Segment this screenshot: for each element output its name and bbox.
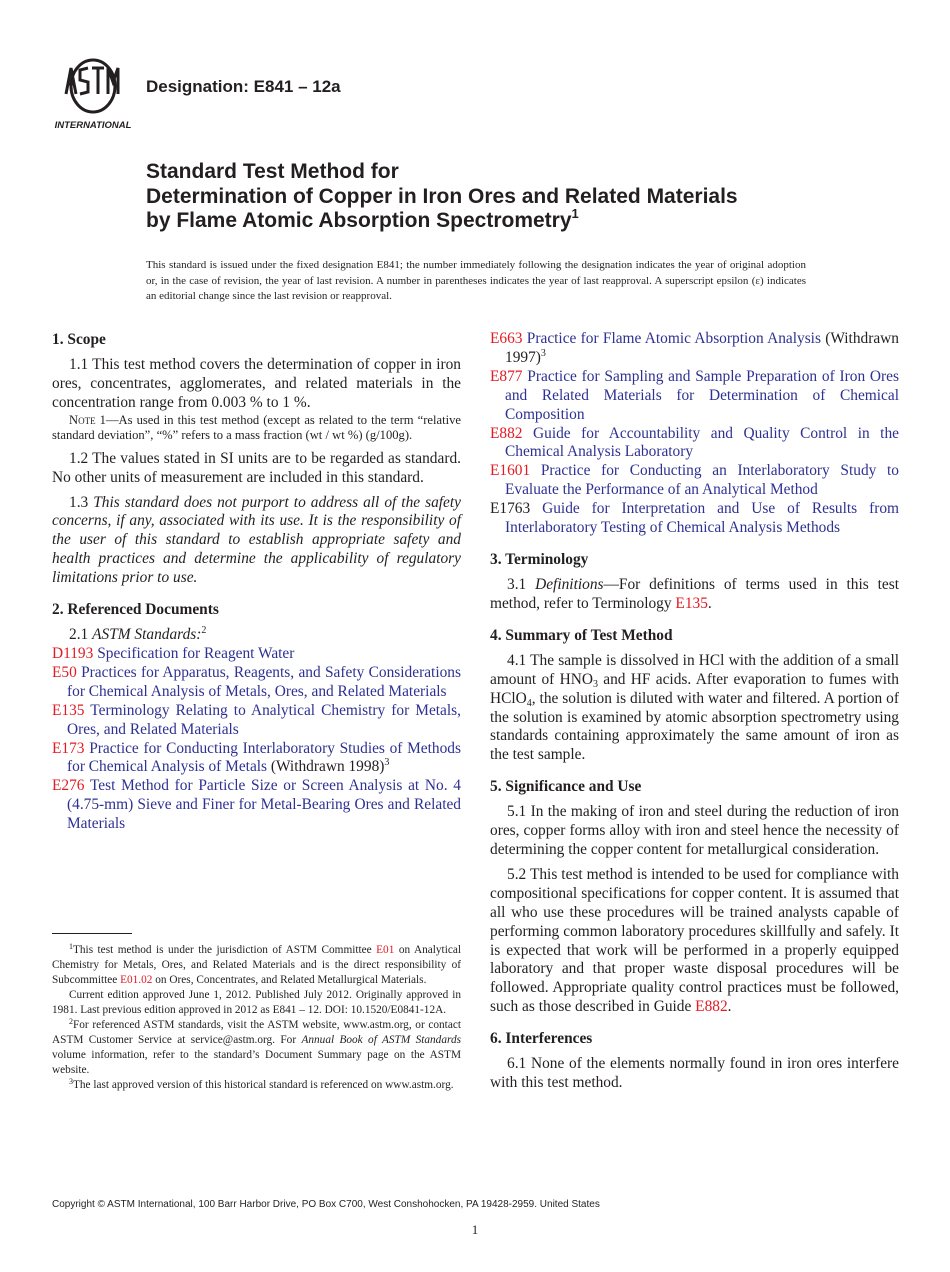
- e01-02-subcommittee-link[interactable]: E01.02: [120, 974, 153, 986]
- section-heading-significance: 5. Significance and Use: [490, 778, 642, 796]
- title-line-3: [146, 206, 866, 234]
- reference-code[interactable]: E276: [52, 777, 85, 795]
- reference-title-link[interactable]: Practice for Flame Atomic Absorption Analysis: [526, 330, 821, 347]
- reference-title-link[interactable]: Specification for Reagent Water: [97, 644, 295, 662]
- footnote-1: [52, 943, 461, 988]
- section-heading-terminology: 3. Terminology: [490, 550, 589, 568]
- reference-item-d1193: [52, 645, 461, 664]
- document-title: [146, 160, 866, 234]
- reference-code[interactable]: E1601: [490, 462, 531, 480]
- note-text: —As used in this test method (except as related to the term “relative standard deviation”, “%” refers to a mass fraction (wt / wt %) (g/100g).: [52, 412, 461, 443]
- designation: Designation: E841 – 12a: [146, 77, 341, 96]
- period: .: [707, 594, 712, 612]
- footnote-2-mark: 2: [69, 1017, 73, 1026]
- reference-item-e877: [490, 368, 899, 425]
- paragraph-1-1: 1.1 This test method covers the determination of copper in iron ores, concentrates, agglomerates, and related materials in the concentration range from 0.003 % to 1 %.: [52, 356, 461, 411]
- reference-item-e882: [490, 425, 899, 463]
- reference-title-link[interactable]: Terminology Relating to Analytical Chemistry for Metals, Ores, and Related Materials: [67, 701, 462, 738]
- reference-title-link[interactable]: Practice for Conducting an Interlaboratory Study to Evaluate the Performance of an Analytical Method: [505, 462, 899, 499]
- footnote-2: [52, 1018, 461, 1078]
- footnote-3-text: The last approved version of this historical standard is referenced on www.astm.org.: [73, 1079, 454, 1091]
- reference-item-e1601: [490, 462, 899, 500]
- paragraph-3-1-text: —For definitions of terms used in this test method, refer to Terminology: [490, 575, 899, 612]
- issued-statement: This standard is issued under the fixed designation E841; the number immediately following the designation indicates the year of original adoption or, in the case of revision, the year of last revision. A number in parentheses indicates the year of last reapproval. A superscript epsilon (ε) indicates an editorial change since the last revision or reapproval.: [146, 259, 806, 302]
- e01-committee-link[interactable]: E01: [376, 944, 395, 956]
- section-heading-scope: 1. Scope: [52, 331, 106, 348]
- footnote-3-mark: 3: [69, 1077, 73, 1086]
- footnotes: [52, 943, 461, 1093]
- definitions-term: Definitions: [535, 575, 604, 593]
- astm-logo: [52, 56, 134, 132]
- paragraph-3-1: [490, 576, 899, 614]
- edition-note: Current edition approved June 1, 2012. Published July 2012. Originally approved in 1981. Last previous edition approved in 2012 as E841 – 12. DOI: 10.1520/E0841-12A.: [52, 989, 461, 1016]
- paragraph-6-1: 6.1 None of the elements normally found in iron ores interfere with this test method.: [490, 1055, 899, 1092]
- footnote-1-text-b: on Analytical Chemistry for Metals, Ores, and Related Materials and is the direct responsibility of Subcommittee: [52, 944, 462, 986]
- paragraph-4-1-part-a: 4.1 The sample is dissolved in HCl with the addition of a small amount of HNO: [490, 651, 899, 688]
- footnote-divider: [52, 933, 132, 934]
- footnote-mark-2: 2: [201, 625, 207, 637]
- section-heading-summary: 4. Summary of Test Method: [490, 626, 673, 644]
- footnote-1-text-c: on Ores, Concentrates, and Related Metallurgical Materials.: [152, 974, 427, 986]
- paragraph-5-2-text: 5.2 This test method is intended to be used for compliance with compositional specifications for copper content. It is assumed that all who use these procedures will be trained analysts capable of performing common laboratory procedures skillfully and safely. It is expected that work will be performed in a properly equipped laboratory and that proper waste disposal procedures will be followed. Appropriate quality control practices must be followed, such as those described in Guide: [490, 865, 899, 1016]
- paragraph-4-1-part-b: and HF acids. After evaporation to fumes with HClO: [490, 670, 899, 707]
- reference-title-link[interactable]: Practice for Conducting Interlaboratory Studies of Methods for Chemical Analysis of Metals: [67, 739, 461, 776]
- paragraph-5-2: [490, 866, 899, 1017]
- period: .: [727, 998, 732, 1016]
- paragraph-3-1-num: 3.1: [507, 575, 536, 593]
- reference-code: E1763: [490, 500, 531, 518]
- logo-subtext: INTERNATIONAL: [54, 120, 132, 131]
- paragraph-2-1-num: 2.1: [69, 626, 93, 644]
- reference-code[interactable]: D1193: [52, 644, 94, 662]
- reference-code[interactable]: E173: [52, 739, 85, 757]
- paragraph-1-3-num: 1.3: [69, 493, 94, 511]
- footnote-2-text-b: volume information, refer to the standard’s Document Summary page on the ASTM website.: [52, 1049, 461, 1076]
- note-1: [52, 413, 461, 444]
- right-column: [490, 330, 899, 1093]
- paragraph-1-3-text: This standard does not purport to address all of the safety concerns, if any, associated with its use. It is the responsibility of the user of this standard to establish appropriate safety and health practices and determine the applicability of regulatory limitations prior to use.: [52, 493, 461, 587]
- footnote-1-mark: 1: [69, 942, 73, 951]
- footnote-2-text-a: For referenced ASTM standards, visit the ASTM website, www.astm.org, or contact ASTM Customer Service at service@astm.org. For: [52, 1019, 461, 1046]
- reference-code[interactable]: E135: [52, 701, 85, 719]
- section-heading-interferences: 6. Interferences: [490, 1030, 593, 1048]
- title-line-1: Standard Test Method for: [146, 160, 399, 183]
- e135-reference-link[interactable]: E135: [675, 594, 708, 612]
- section-heading-referenced-documents: 2. Referenced Documents: [52, 601, 219, 619]
- paragraph-1-3: [52, 494, 461, 589]
- title-line-3-text: by Flame Atomic Absorption Spectrometry: [146, 209, 572, 232]
- reference-item-e1763: [490, 500, 899, 538]
- reference-title-link[interactable]: Test Method for Particle Size or Screen Analysis at No. 4 (4.75-mm) Sieve and Finer for Metal-Bearing Ores and Related Materials: [67, 777, 461, 833]
- subscript: 3: [592, 678, 598, 690]
- paragraph-4-1: [490, 652, 899, 765]
- reference-code[interactable]: E882: [490, 424, 523, 442]
- paragraph-4-1-part-c: , the solution is diluted with water and filtered. A portion of the solution is examined by atomic absorption spectrometry using standards containing approximately the same amount of iron as the test sample.: [490, 689, 899, 764]
- copyright-notice: Copyright © ASTM International, 100 Barr Harbor Drive, PO Box C700, West Conshohocken, PA 19428-2959. United States: [52, 1199, 600, 1210]
- reference-title-link[interactable]: Guide for Interpretation and Use of Results from Interlaboratory Testing of Chemical Analysis Methods: [505, 500, 899, 537]
- e882-reference-link[interactable]: E882: [695, 998, 728, 1016]
- reference-item-e135: [52, 702, 461, 740]
- reference-title-link[interactable]: Practices for Apparatus, Reagents, and Safety Considerations for Chemical Analysis of Metals, Ores, and Related Materials: [67, 663, 461, 700]
- reference-title-link[interactable]: Practice for Sampling and Sample Preparation of Iron Ores and Related Materials for Determination of Chemical Composition: [505, 367, 899, 423]
- reference-code[interactable]: E663: [490, 330, 523, 347]
- annual-book-title: Annual Book of ASTM Standards: [301, 1034, 462, 1046]
- footnote-mark-3: 3: [540, 347, 546, 359]
- reference-item-e50: [52, 664, 461, 702]
- reference-title-link[interactable]: Guide for Accountability and Quality Control in the Chemical Analysis Laboratory: [505, 424, 899, 461]
- title-footnote-mark: 1: [571, 206, 579, 221]
- paragraph-2-1: [52, 626, 461, 645]
- page-number: 1: [471, 1222, 479, 1237]
- reference-code[interactable]: E877: [490, 367, 523, 385]
- reference-item-e276: [52, 777, 461, 834]
- paragraph-5-1: 5.1 In the making of iron and steel during the reduction of iron ores, copper forms alloy with iron and steel hence the necessity of determining the copper content for metallurgical consideration.: [490, 803, 899, 859]
- reference-code[interactable]: E50: [52, 663, 77, 681]
- reference-withdrawn-note: (Withdrawn 1998): [267, 758, 385, 776]
- astm-standards-label: ASTM Standards:: [92, 626, 202, 644]
- reference-item-e173: [52, 740, 461, 778]
- subscript: 4: [526, 697, 532, 709]
- paragraph-1-2: 1.2 The values stated in SI units are to be regarded as standard. No other units of measurement are included in this standard.: [52, 449, 461, 486]
- note-label: Note 1: [69, 412, 106, 427]
- reference-withdrawn-note: (Withdrawn 1997): [505, 330, 899, 366]
- footnote-3: [52, 1078, 461, 1093]
- title-line-2: Determination of Copper in Iron Ores and Related Materials: [146, 184, 738, 208]
- left-column: [52, 330, 461, 834]
- footnote-1-text-a: This test method is under the jurisdiction of ASTM Committee: [73, 944, 377, 956]
- footnote-mark-3: 3: [384, 757, 390, 769]
- reference-item-e663: [490, 330, 899, 368]
- astm-logo-icon: [52, 56, 134, 132]
